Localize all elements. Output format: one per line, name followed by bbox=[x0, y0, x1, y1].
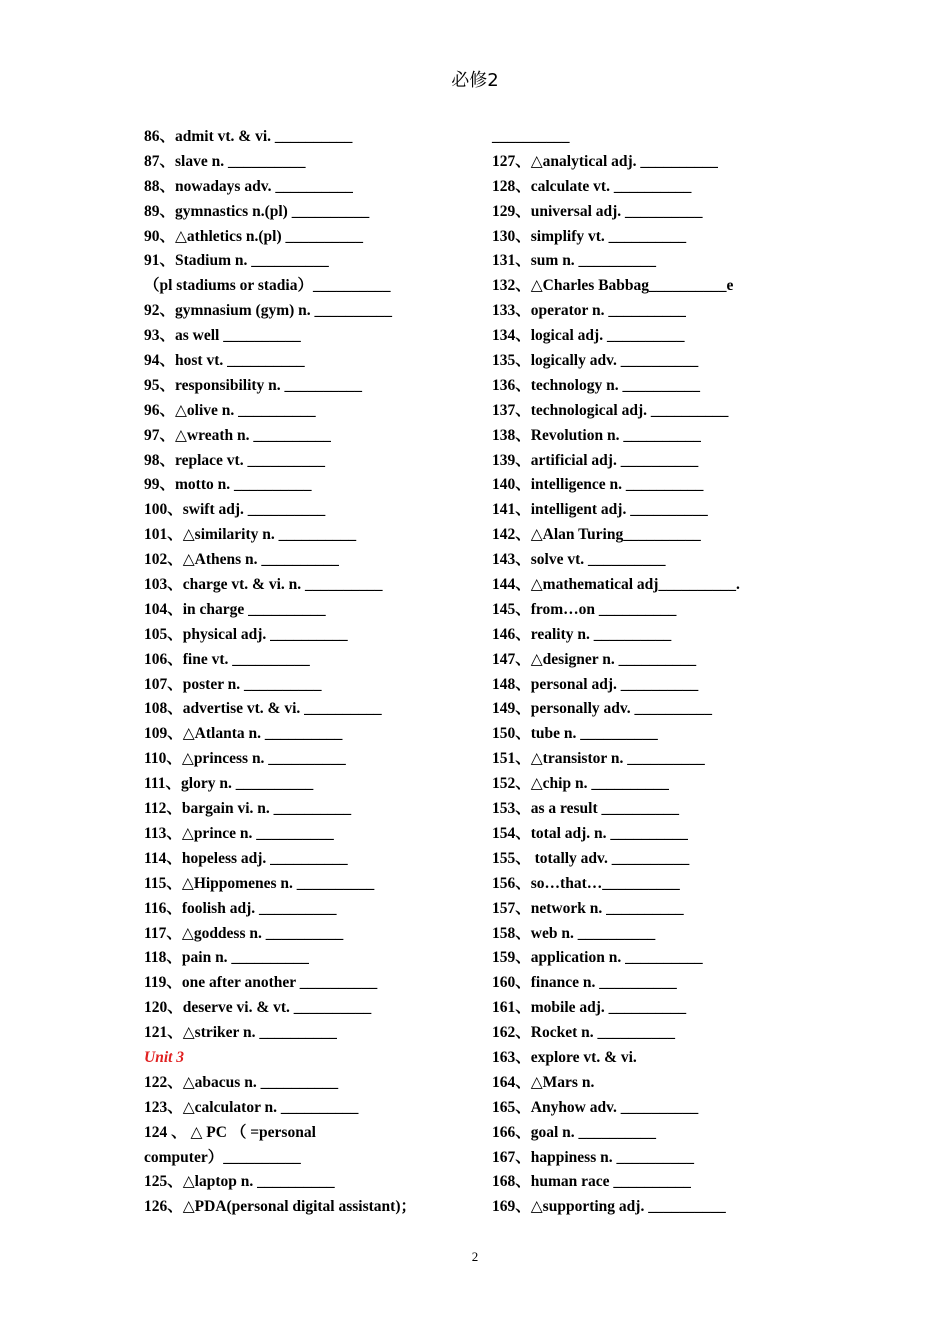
vocab-column-left bbox=[144, 125, 464, 1220]
vocab-entry: 106、fine vt. __________ bbox=[144, 650, 310, 668]
vocab-entry: 100、swift adj. __________ bbox=[144, 501, 326, 519]
vocab-entry: 160、finance n. __________ bbox=[492, 974, 677, 992]
vocab-entry: 154、total adj. n. __________ bbox=[492, 824, 688, 842]
vocab-entry: 102、△Athens n. __________ bbox=[144, 551, 339, 569]
vocab-entry: 122、△abacus n. __________ bbox=[144, 1073, 339, 1091]
vocab-entry: 89、gymnastics n.(pl) __________ bbox=[144, 202, 370, 220]
vocab-entry: 87、slave n. __________ bbox=[144, 152, 306, 170]
vocab-entry: 115、△Hippomenes n. __________ bbox=[144, 874, 375, 892]
vocab-entry: 108、advertise vt. & vi. __________ bbox=[144, 700, 382, 718]
vocab-entry: 114、hopeless adj. __________ bbox=[144, 849, 348, 867]
vocab-entry: 149、personally adv. __________ bbox=[492, 700, 713, 718]
page-number: 2 bbox=[471, 1249, 479, 1264]
vocab-entry: （pl stadiums or stadia）__________ bbox=[144, 277, 391, 295]
vocab-entry: 145、from…on __________ bbox=[492, 600, 677, 618]
vocab-entry: 112、bargain vi. n. __________ bbox=[144, 800, 352, 818]
vocab-entry: 107、poster n. __________ bbox=[144, 675, 322, 693]
page-title: 必修2 bbox=[451, 70, 499, 91]
vocab-entry: computer）__________ bbox=[144, 1148, 301, 1166]
vocab-entry: 135、logically adv. __________ bbox=[492, 352, 699, 370]
vocab-entry: 94、host vt. __________ bbox=[144, 352, 305, 370]
vocab-entry: 95、responsibility n. __________ bbox=[144, 376, 363, 394]
vocab-entry: 97、△wreath n. __________ bbox=[144, 426, 331, 444]
vocab-entry: 136、technology n. __________ bbox=[492, 376, 700, 394]
vocab-entry: 90、△athletics n.(pl) __________ bbox=[144, 227, 364, 245]
vocab-entry: 128、calculate vt. __________ bbox=[492, 177, 692, 195]
vocab-entry: 169、△supporting adj. __________ bbox=[492, 1198, 726, 1216]
vocab-entry: 139、artificial adj. __________ bbox=[492, 451, 699, 469]
vocab-entry: 144、△mathematical adj__________. bbox=[492, 576, 740, 594]
vocab-entry: 92、gymnasium (gym) n. __________ bbox=[144, 302, 393, 320]
vocab-entry: 141、intelligent adj. __________ bbox=[492, 501, 708, 519]
vocab-entry: 109、△Atlanta n. __________ bbox=[144, 725, 343, 743]
vocab-entry: 140、intelligence n. __________ bbox=[492, 476, 704, 494]
vocab-entry: 167、happiness n. __________ bbox=[492, 1148, 694, 1166]
vocab-entry: 142、△Alan Turing__________ bbox=[492, 526, 701, 544]
vocab-entry: 146、reality n. __________ bbox=[492, 625, 672, 643]
vocab-entry: 105、physical adj. __________ bbox=[144, 625, 348, 643]
vocab-entry: 132、△Charles Babbag__________e bbox=[492, 277, 734, 295]
vocab-entry: 99、motto n. __________ bbox=[144, 476, 312, 494]
vocab-entry: 148、personal adj. __________ bbox=[492, 675, 699, 693]
vocab-entry: 165、Anyhow adv. __________ bbox=[492, 1098, 699, 1116]
vocab-entry: 117、△goddess n. __________ bbox=[144, 924, 344, 942]
vocab-entry: 138、Revolution n. __________ bbox=[492, 426, 701, 444]
vocab-entry: 143、solve vt. __________ bbox=[492, 551, 666, 569]
vocab-entry: 130、simplify vt. __________ bbox=[492, 227, 687, 245]
vocab-entry: 101、△similarity n. __________ bbox=[144, 526, 357, 544]
vocab-entry: 158、web n. __________ bbox=[492, 924, 656, 942]
vocab-entry: 86、admit vt. & vi. __________ bbox=[144, 128, 353, 145]
vocab-entry: 153、as a result __________ bbox=[492, 800, 680, 818]
vocab-entry: 98、replace vt. __________ bbox=[144, 451, 325, 469]
vocab-entry: 168、human race __________ bbox=[492, 1173, 691, 1191]
vocab-entry: 123、△calculator n. __________ bbox=[144, 1098, 359, 1116]
vocab-entry: 125、△laptop n. __________ bbox=[144, 1173, 335, 1191]
vocab-entry: 127、△analytical adj. __________ bbox=[492, 152, 718, 170]
vocab-entry: 162、Rocket n. __________ bbox=[492, 1024, 675, 1042]
vocab-entry: 91、Stadium n. __________ bbox=[144, 252, 329, 270]
vocab-entry: 126、△PDA(personal digital assistant)； bbox=[144, 1198, 416, 1216]
vocab-entry: 88、nowadays adv. __________ bbox=[144, 177, 353, 195]
vocab-entry: 111、glory n. __________ bbox=[144, 775, 314, 793]
vocab-entry: 124 、 △ PC （ =personal bbox=[144, 1123, 316, 1141]
vocab-entry: 159、application n. __________ bbox=[492, 949, 703, 967]
vocab-entry: 161、mobile adj. __________ bbox=[492, 999, 687, 1017]
vocab-entry: 104、in charge __________ bbox=[144, 600, 326, 618]
vocab-entry: __________ bbox=[492, 128, 570, 145]
vocab-entry: 110、△princess n. __________ bbox=[144, 750, 346, 768]
vocab-entry: 131、sum n. __________ bbox=[492, 252, 657, 270]
vocab-entry: 163、explore vt. & vi. bbox=[492, 1048, 637, 1066]
vocab-entry: 121、△striker n. __________ bbox=[144, 1024, 337, 1042]
vocab-entry: 116、foolish adj. __________ bbox=[144, 899, 337, 917]
vocab-entry: 137、technological adj. __________ bbox=[492, 401, 729, 419]
vocab-entry: 113、△prince n. __________ bbox=[144, 824, 334, 842]
vocab-entry: 152、△chip n. __________ bbox=[492, 775, 669, 793]
vocab-entry: 157、network n. __________ bbox=[492, 899, 684, 917]
vocab-entry: 103、charge vt. & vi. n. __________ bbox=[144, 576, 383, 594]
vocab-entry: 93、as well __________ bbox=[144, 327, 301, 345]
vocab-entry: 134、logical adj. __________ bbox=[492, 327, 685, 345]
vocab-entry: 155、 totally adv. __________ bbox=[492, 849, 690, 867]
vocab-entry: 129、universal adj. __________ bbox=[492, 202, 703, 220]
vocab-column-right bbox=[492, 125, 792, 1220]
vocab-entry: 96、△olive n. __________ bbox=[144, 401, 316, 419]
vocab-entry: 120、deserve vi. & vt. __________ bbox=[144, 999, 372, 1017]
vocab-entry: 166、goal n. __________ bbox=[492, 1123, 657, 1141]
vocab-entry: 118、pain n. __________ bbox=[144, 949, 309, 967]
vocab-entry: 151、△transistor n. __________ bbox=[492, 750, 705, 768]
vocab-entry: 156、so…that…__________ bbox=[492, 874, 680, 892]
vocab-entry: 133、operator n. __________ bbox=[492, 302, 686, 320]
vocab-entry: 147、△designer n. __________ bbox=[492, 650, 697, 668]
vocab-entry: 119、one after another __________ bbox=[144, 974, 378, 992]
vocab-entry: 164、△Mars n. bbox=[492, 1073, 595, 1091]
unit-heading: Unit 3 bbox=[144, 1048, 185, 1066]
vocab-entry: 150、tube n. __________ bbox=[492, 725, 658, 743]
